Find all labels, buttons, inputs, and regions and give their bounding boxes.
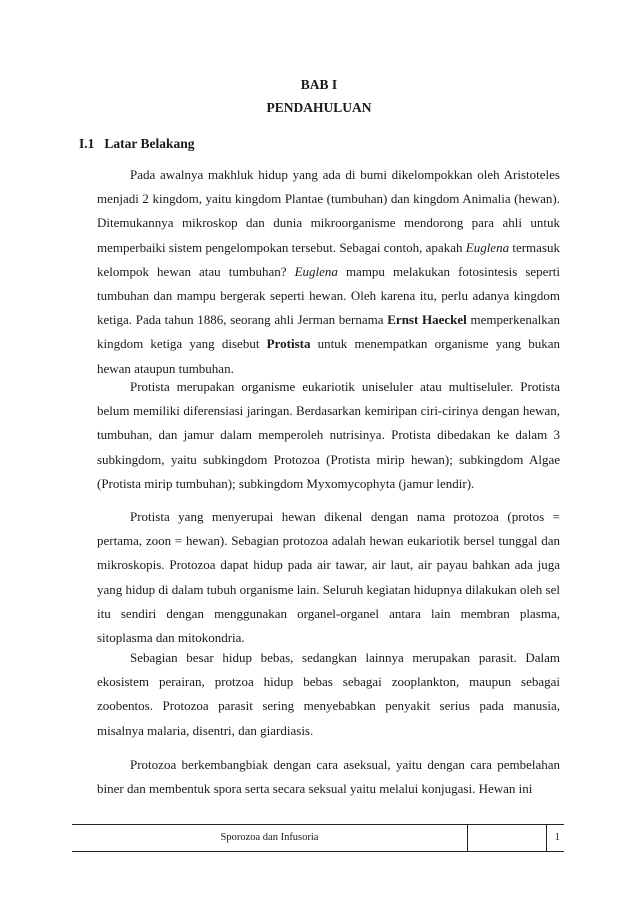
paragraph-4 xyxy=(97,646,560,743)
bold-term: Protista xyxy=(266,336,311,352)
paragraph-text: Protista merupakan organisme eukariotik uniseluler atau multiseluler. Protista belum memiliki diferensiasi jaringan. Berdasarkan kemiripan ciri-cirinya dengan hewan, tumbuhan, dan jamur dalam memperoleh nutrisinya. Protista dibedakan ke dalam 3 subkingdom, yaitu subkingdom Protozoa (Protista mirip hewan); subkingdom Algae (Protista mirip tumbuhan); subkingdom Myxomycophyta (jamur lendir). xyxy=(97,379,560,491)
paragraph-text: untuk menempatkan organisme yang bukan hewan ataupun tumbuhan. xyxy=(97,336,561,376)
paragraph-text: Protozoa berkembangbiak dengan cara aseksual, yaitu dengan cara pembelahan biner dan membentuk spora serta secara seksual yaitu melalui konjugasi. Hewan ini xyxy=(97,757,560,797)
paragraph-text: Protista yang menyerupai hewan dikenal dengan nama protozoa (protos = pertama, zoon = hewan). Sebagian protozoa adalah hewan eukariotik bersel tunggal dan mikroskopis. Protozoa dapat hidup pada air tawar, air laut, air payau bahkan ada juga yang hidup di dalam tubuh organisme lain. Seluruh kegiatan hidupnya dilakukan oleh sel itu sendiri dengan menggunakan organel-organel antara lain membran plasma, sitoplasma dan mitokondria. xyxy=(97,509,560,646)
section-number: I.1 xyxy=(79,136,95,151)
page-footer xyxy=(72,824,564,852)
page-number: 1 xyxy=(554,832,560,843)
footer-title: Sporozoa dan Infusoria xyxy=(72,825,468,851)
paragraph-1 xyxy=(97,163,560,381)
bold-term: Ernst Haeckel xyxy=(387,312,467,328)
italic-term: Euglena xyxy=(294,263,338,279)
italic-term: Euglena xyxy=(465,239,510,255)
paragraph-text: Sebagian besar hidup bebas, sedangkan lainnya merupakan parasit. Dalam ekosistem perairan, protzoa hidup bebas sebagai zooplankton, maupun sebagai zoobentos. Protozoa parasit sering menyebabkan penyakit serius pada manusia, misalnya malaria, disentri, dan giardiasis. xyxy=(97,650,560,738)
paragraph-text: termasuk kelompok hewan atau tumbuhan? xyxy=(97,239,561,279)
paragraph-2 xyxy=(97,375,560,496)
chapter-label: BAB I xyxy=(300,77,338,92)
paragraph-text: memperkenalkan kingdom ketiga yang disebut xyxy=(97,312,560,352)
paragraph-3 xyxy=(97,505,560,650)
paragraph-5 xyxy=(97,753,560,801)
chapter-title: PENDAHULUAN xyxy=(266,100,372,115)
section-title: Latar Belakang xyxy=(104,136,195,151)
paragraph-text: mampu melakukan fotosintesis seperti tumbuhan dan mampu bergerak seperti hewan. Oleh karena itu, perlu adanya kingdom ketiga. Pada tahun 1886, seorang ahli Jerman bernama xyxy=(97,263,561,328)
section-heading xyxy=(79,136,195,152)
footer-divider-cell xyxy=(468,825,547,851)
paragraph-text: Pada awalnya makhluk hidup yang ada di bumi dikelompokkan oleh Aristoteles menjadi 2 kingdom, yaitu kingdom Plantae (tumbuhan) dan kingdom Animalia (hewan). Ditemukannya mikroskop dan dunia mikroorganisme mendorong para ahli untuk memperbaiki sistem pengelompokan tersebut. Sebagai contoh, apakah xyxy=(97,167,560,255)
